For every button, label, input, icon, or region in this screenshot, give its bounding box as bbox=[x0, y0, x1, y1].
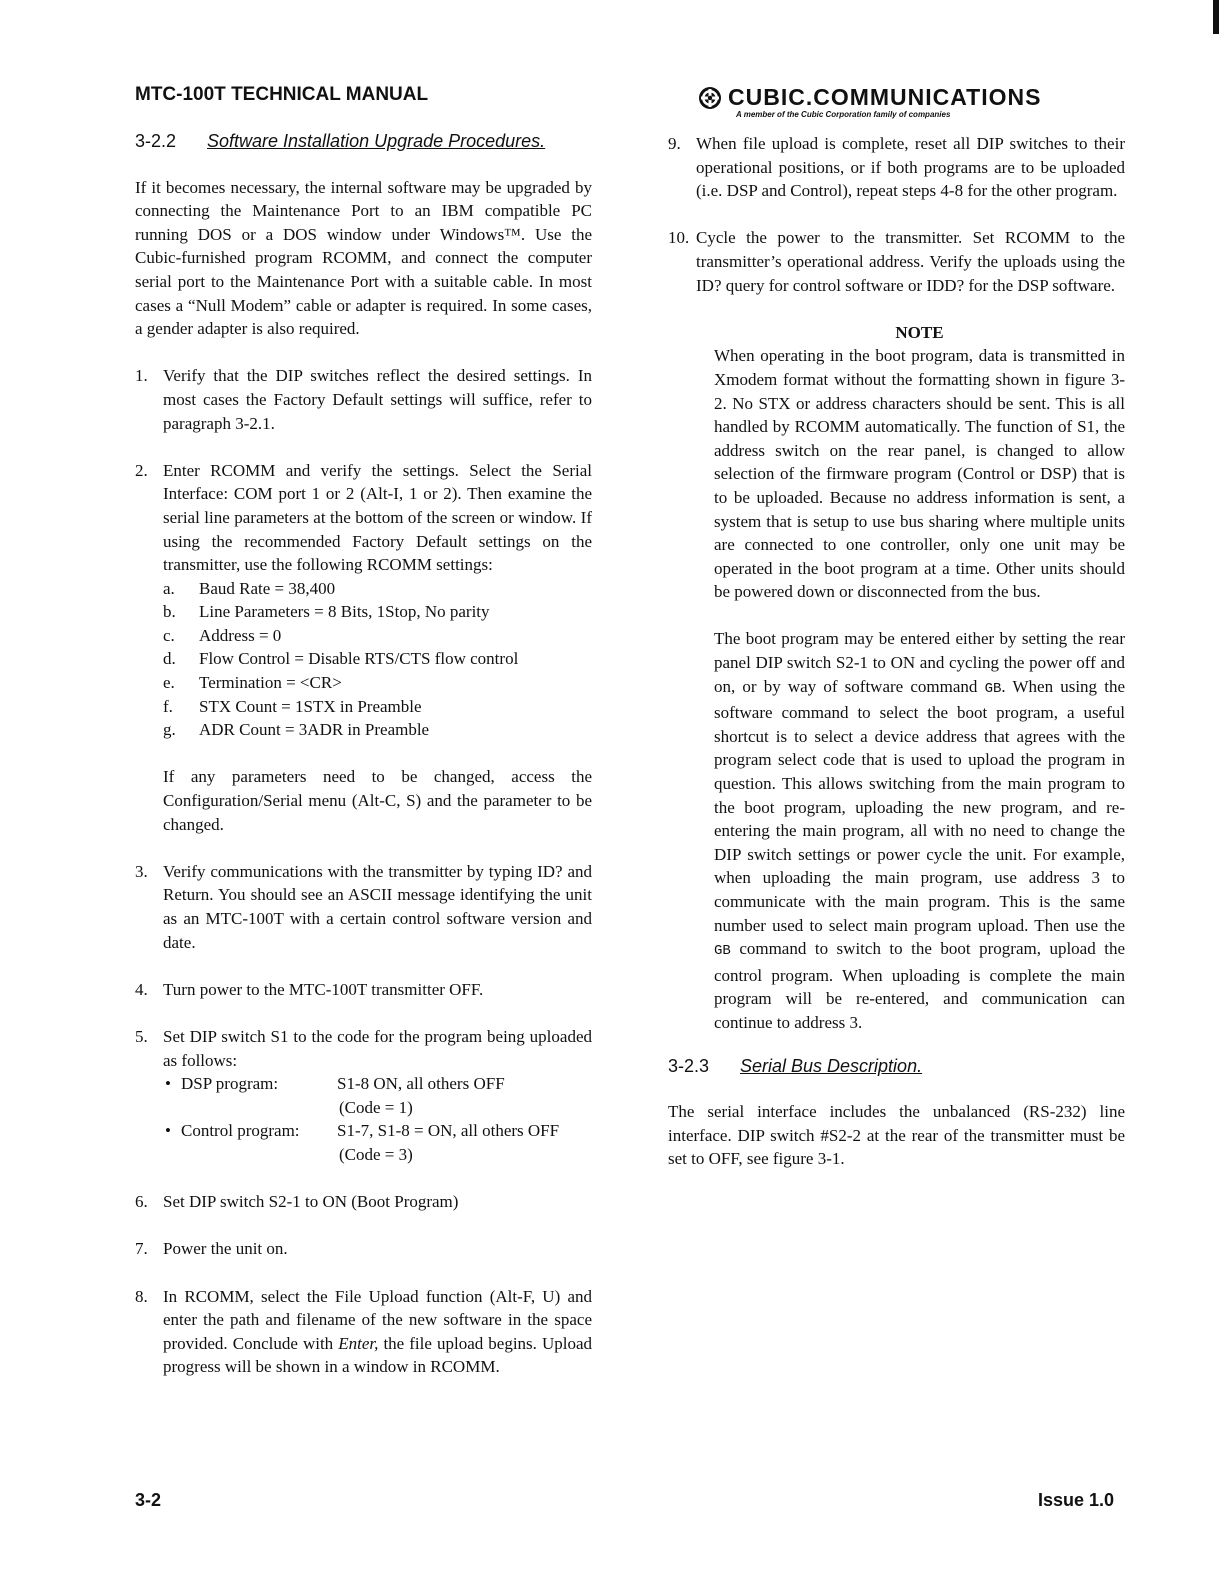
step-2-followup: If any parameters need to be changed, access the Configuration/Serial menu (Alt-C, S) and the parameter to be changed. bbox=[163, 767, 592, 834]
step-10 bbox=[668, 226, 1125, 297]
command-gb: GB bbox=[714, 943, 731, 960]
page-title: MTC-100T TECHNICAL MANUAL bbox=[135, 84, 429, 105]
right-column bbox=[668, 132, 1125, 1171]
control-code: (Code = 3) bbox=[339, 1144, 413, 1164]
setting-item: b. Line Parameters = 8 Bits, 1Stop, No parity bbox=[163, 602, 490, 622]
step-text: Enter RCOMM and verify the settings. Select the Serial Interface: COM port 1 or 2 (Alt-I, 1 or 2). Then examine the serial line parameters at the bottom of the screen or window. If using the recommended Factory Default settings on the transmitter, use the following RCOMM settings: bbox=[163, 460, 592, 575]
serial-bus-paragraph: The serial interface includes the unbalanced (RS-232) line interface. DIP switch #S2-2 at the rear of the transmitter must be set to OFF, see figure 3-1. bbox=[668, 1102, 1125, 1169]
step-number: 5. bbox=[135, 1026, 148, 1046]
step-number: 3. bbox=[135, 861, 148, 881]
setting-item: g. ADR Count = 3ADR in Preamble bbox=[163, 720, 430, 740]
step-2 bbox=[135, 459, 592, 837]
step-number: 6. bbox=[135, 1192, 148, 1212]
step-5 bbox=[135, 1025, 592, 1167]
page-number: 3-2 bbox=[135, 1490, 162, 1510]
step-text: Cycle the power to the transmitter. Set RCOMM to the transmitter’s operational address. Verify the uploads using the ID? query for control software or IDD? for the DSP software. bbox=[696, 228, 1125, 295]
step-text: Set DIP switch S2-1 to ON (Boot Program) bbox=[163, 1192, 459, 1212]
step-number: 7. bbox=[135, 1239, 148, 1259]
step-number: 1. bbox=[135, 366, 148, 386]
step-3 bbox=[135, 860, 592, 954]
issue-label: Issue 1.0 bbox=[1038, 1490, 1115, 1510]
setting-item: d. Flow Control = Disable RTS/CTS flow control bbox=[163, 649, 519, 669]
setting-item: e. Termination = <CR> bbox=[163, 673, 342, 693]
step-number: 10. bbox=[668, 228, 690, 248]
step-8 bbox=[135, 1285, 592, 1379]
setting-item: c. Address = 0 bbox=[163, 625, 282, 645]
intro-paragraph: If it becomes necessary, the internal software may be upgraded by connecting the Maintenance Port to an IBM compatible PC running DOS or a DOS window under Windows™. Use the Cubic-furnished program RCOMM, and connect the computer serial port to the Maintenance Port with a suitable cable. In most cases a “Null Modem” cable or adapter is required. In some cases, a gender adapter is also required. bbox=[135, 177, 592, 339]
step-1 bbox=[135, 364, 592, 435]
note-paragraph-2: The boot program may be entered either by setting the rear panel DIP switch S2-1 to ON and cycling the power off and on, or by way of software command GB. When using the software command to select the boot program, a useful shortcut is to select a device address that agrees with the program select code that is used to upload the program in question. This allows switching from the main program to the boot program, uploading the new program, and re-entering the main program, all with no need to change the DIP switch settings or power cycle the unit. For example, when uploading the main program, use address 3 to communicate with the main program. This is the same number used to select main program upload. Then use the GB command to switch to the boot program, upload the control program. When uploading is complete the main program will be re-entered, and communication can continue to address 3. bbox=[714, 629, 1125, 1032]
section-number: 3-2.2 bbox=[135, 131, 177, 151]
note-paragraph-1: When operating in the boot program, data is transmitted in Xmodem format without the formatting shown in figure 3-2. No STX or address characters should be sent. This is all handled by RCOMM automatically. The function of S1, the address switch on the rear panel, is changed to allow selection of the firmware program (Control or DSP) that is to be uploaded. Because no address information is sent, a system that is setup to use bus sharing where multiple units are connected to one controller, only one unit may be operated in the boot program at a time. Other units should be powered down or disconnected from the bus. bbox=[714, 346, 1125, 602]
dsp-code: (Code = 1) bbox=[339, 1097, 413, 1117]
setting-item: f. STX Count = 1STX in Preamble bbox=[163, 696, 422, 716]
brand-block bbox=[698, 84, 1128, 119]
step-text: Turn power to the MTC-100T transmitter OFF. bbox=[163, 979, 484, 999]
note-block bbox=[714, 321, 1125, 1035]
section-title: Software Installation Upgrade Procedures. bbox=[207, 131, 546, 151]
section-heading-3-2-3 bbox=[668, 1055, 1125, 1079]
setting-item: a. Baud Rate = 38,400 bbox=[163, 578, 336, 598]
command-gb: GB bbox=[984, 680, 1002, 697]
step-number: 8. bbox=[135, 1286, 148, 1306]
section-number: 3-2.3 bbox=[668, 1055, 710, 1076]
margin-mark bbox=[1213, 0, 1219, 34]
step-text: Verify that the DIP switches reflect the desired settings. In most cases the Factory Default settings will suffice, refer to paragraph 3-2.1. bbox=[163, 366, 592, 433]
step-number: 4. bbox=[135, 979, 148, 999]
section-heading-3-2-2 bbox=[135, 130, 592, 154]
step-number: 9. bbox=[668, 134, 681, 153]
step-text: Verify communications with the transmitter by typing ID? and Return. You should see an ASCII message identifying the unit as an MTC-100T with a certain control software version and date. bbox=[163, 861, 592, 952]
step-4 bbox=[135, 978, 592, 1002]
step-7 bbox=[135, 1237, 592, 1261]
step-text: Set DIP switch S1 to the code for the program being uploaded as follows: bbox=[163, 1026, 592, 1070]
cubic-logo-icon bbox=[698, 86, 722, 110]
step-6 bbox=[135, 1190, 592, 1214]
step-number: 2. bbox=[135, 460, 148, 480]
step-text: When file upload is complete, reset all DIP switches to their operational positions, or if both programs are to be uploaded (i.e. DSP and Control), repeat steps 4-8 for the other program. bbox=[696, 134, 1125, 201]
step-9 bbox=[668, 132, 1125, 203]
section-title: Serial Bus Description. bbox=[740, 1055, 923, 1076]
brand-tagline: A member of the Cubic Corporation family of companies bbox=[736, 110, 951, 119]
brand-name: CUBIC.COMMUNICATIONS bbox=[728, 84, 1042, 110]
step-text: Power the unit on. bbox=[163, 1239, 288, 1259]
control-program-row: • Control program: S1-7, S1-8 = ON, all others OFF bbox=[165, 1121, 560, 1141]
note-title: NOTE bbox=[895, 322, 944, 342]
dsp-program-row: • DSP program: S1-8 ON, all others OFF bbox=[165, 1074, 505, 1094]
step-text: In RCOMM, select the File Upload function (Alt-F, U) and enter the path and filename of the new software in the space provided. Conclude with Enter, the file upload begins. Upload progress will be shown in a window in RCOMM. bbox=[163, 1286, 593, 1377]
left-column bbox=[135, 131, 593, 1379]
